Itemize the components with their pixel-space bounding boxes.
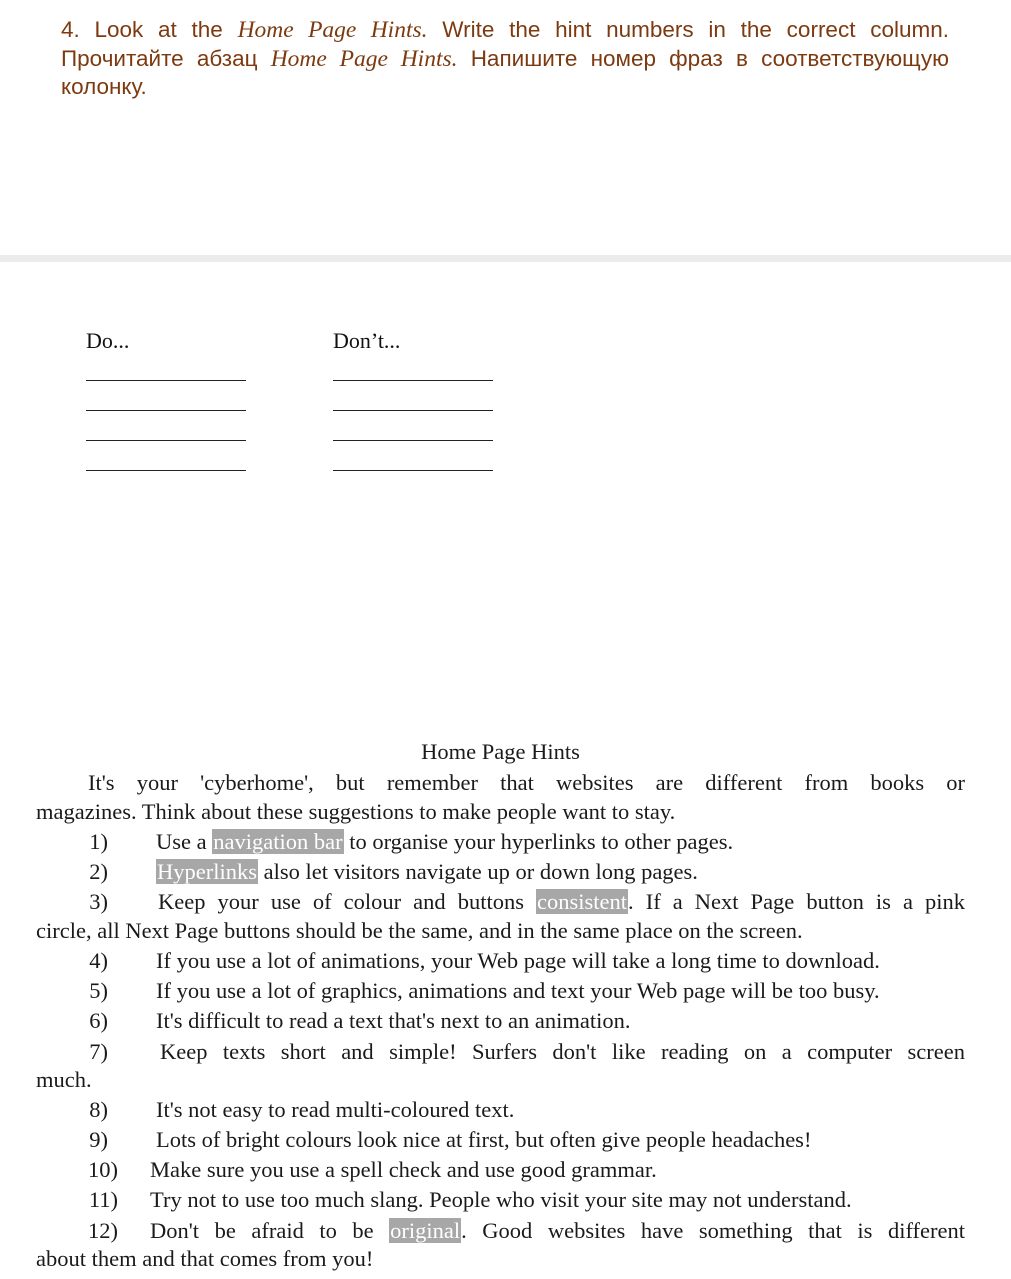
list-item-cont: about them and that comes from you! bbox=[36, 1246, 374, 1271]
list-item: 5) If you use a lot of graphics, animations and text your Web page will be too busy. bbox=[89, 978, 880, 1003]
do-column-heading: Do... bbox=[86, 328, 130, 353]
task-title-italic: Home Page Hints. bbox=[237, 17, 428, 43]
list-item: 1) Use a navigation bar to organise your hyperlinks to other pages. bbox=[89, 829, 734, 854]
task-line-russian: Прочитайте абзац Home Page Hints. Напишите номер фраз в соответствующую bbox=[61, 45, 949, 72]
list-item-cont: much. bbox=[36, 1067, 92, 1092]
do-answer-blank[interactable] bbox=[86, 410, 246, 411]
list-item: 12) Don't be afraid to be original. Good websites have something that is different bbox=[88, 1218, 965, 1243]
highlighted-term: navigation bar bbox=[213, 829, 343, 854]
intro-paragraph-cont: magazines. Think about these suggestions to make people want to stay. bbox=[36, 799, 676, 824]
highlighted-term: consistent bbox=[537, 889, 628, 914]
dont-answer-blank[interactable] bbox=[333, 380, 493, 381]
list-item: 7) Keep texts short and simple! Surfers don't like reading on a computer screen bbox=[89, 1039, 965, 1064]
do-answer-blank[interactable] bbox=[86, 440, 246, 441]
list-item: 2) Hyperlinks also let visitors navigate up or down long pages. bbox=[89, 859, 698, 884]
list-item: 4) If you use a lot of animations, your Web page will take a long time to download. bbox=[89, 948, 880, 973]
highlighted-term: Hyperlinks bbox=[157, 859, 257, 884]
task-title-italic-ru: Home Page Hints. bbox=[270, 45, 458, 72]
list-item: 11) Try not to use too much slang. People who visit your site may not understand. bbox=[88, 1187, 852, 1212]
list-item: 6) It's difficult to read a text that's next to an animation. bbox=[89, 1008, 631, 1033]
list-item-cont: circle, all Next Page buttons should be the same, and in the same place on the screen. bbox=[36, 918, 803, 943]
section-divider bbox=[0, 255, 1011, 262]
intro-paragraph: It's your 'cyberhome', but remember that websites are different from books or bbox=[88, 770, 965, 795]
dont-answer-blank[interactable] bbox=[333, 440, 493, 441]
highlighted-term: original bbox=[390, 1218, 461, 1243]
dont-answer-blank[interactable] bbox=[333, 470, 493, 471]
list-item: 3) Keep your use of colour and buttons consistent. If a Next Page button is a pink bbox=[89, 889, 965, 914]
do-answer-blank[interactable] bbox=[86, 470, 246, 471]
task-line-russian-end: колонку. bbox=[61, 74, 147, 99]
list-item: 10) Make sure you use a spell check and use good grammar. bbox=[88, 1157, 657, 1182]
list-item: 8) It's not easy to read multi-coloured text. bbox=[89, 1097, 515, 1122]
list-item: 9) Lots of bright colours look nice at first, but often give people headaches! bbox=[89, 1127, 812, 1152]
hints-title: Home Page Hints bbox=[421, 739, 580, 764]
dont-column-heading: Don’t... bbox=[333, 328, 401, 353]
task-instructions bbox=[61, 16, 949, 102]
task-line-english: 4. Look at the Home Page Hints. Write the hint numbers in the correct column. bbox=[61, 17, 949, 43]
dont-answer-blank[interactable] bbox=[333, 410, 493, 411]
do-answer-blank[interactable] bbox=[86, 380, 246, 381]
